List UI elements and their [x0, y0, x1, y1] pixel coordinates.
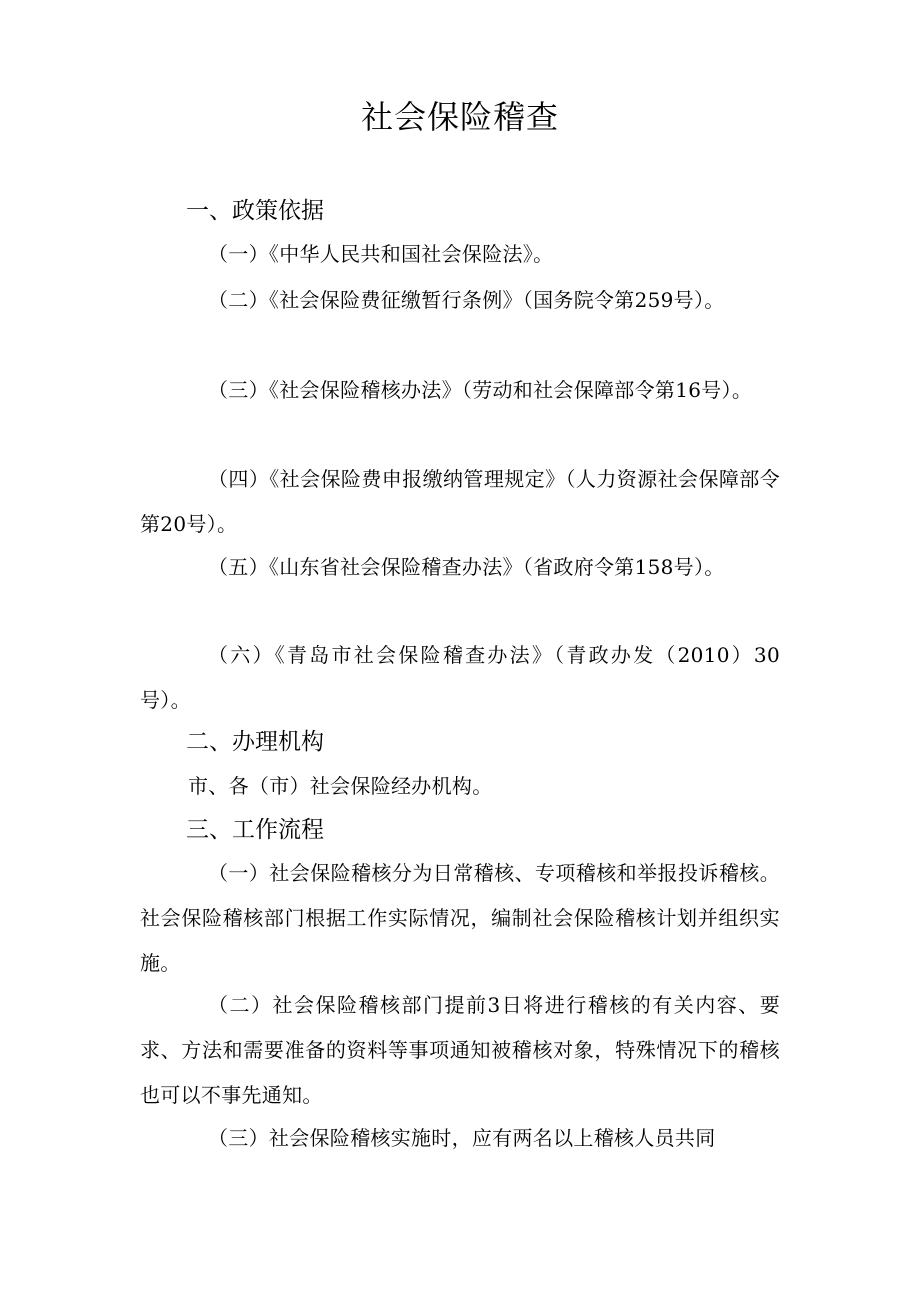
policy-item-6: （六）《青岛市社会保险稽查办法》（青政办发（2010）30号）。	[140, 643, 780, 712]
workflow-step-1: （一）社会保险稽核分为日常稽核、专项稽核和举报投诉稽核。社会保险稽核部门根据工作实际情况，编制社会保险稽核计划并组织实施。	[140, 861, 780, 975]
section-heading-workflow: 三、工作流程	[186, 817, 324, 843]
policy-item-5: （五）《山东省社会保险稽查办法》（省政府令第158号）。	[208, 555, 725, 579]
policy-item-1: （一）《中华人民共和国社会保险法》。	[208, 242, 554, 266]
policy-item-4: （四）《社会保险费申报缴纳管理规定》（人力资源社会保障部令第20号）。	[140, 467, 780, 536]
section-heading-handling-agency: 二、办理机构	[186, 729, 324, 755]
policy-item-3: （三）《社会保险稽核办法》（劳动和社会保障部令第16号）。	[208, 378, 753, 402]
agency-paragraph: 市、各（市）社会保险经办机构。	[188, 774, 493, 798]
document-title: 社会保险稽查	[360, 98, 559, 136]
workflow-step-3: （三）社会保险稽核实施时，应有两名以上稽核人员共同	[208, 1126, 716, 1150]
section-heading-policy-basis: 一、政策依据	[186, 198, 324, 224]
policy-item-2: （二）《社会保险费征缴暂行条例》（国务院令第259号）。	[208, 288, 725, 312]
workflow-step-2: （二）社会保险稽核部门提前3日将进行稽核的有关内容、要求、方法和需要准备的资料等事项通知被稽核对象，特殊情况下的稽核也可以不事先通知。	[140, 993, 780, 1107]
